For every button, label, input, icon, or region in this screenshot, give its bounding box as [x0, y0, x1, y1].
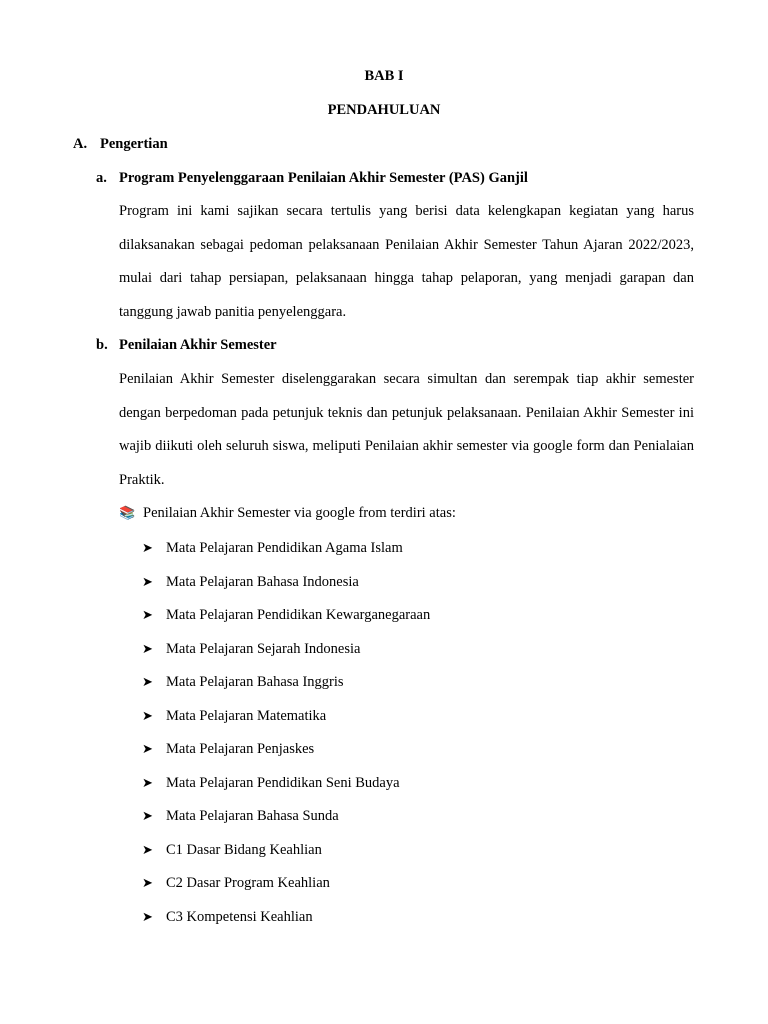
- list-item: [142, 907, 430, 941]
- arrow-right-icon: ➤: [142, 909, 153, 925]
- list-item-text: Mata Pelajaran Bahasa Sunda: [166, 808, 339, 824]
- list-item: [142, 840, 430, 874]
- list-item: [142, 639, 430, 673]
- list-item: [142, 706, 430, 740]
- list-item-text: C1 Dasar Bidang Keahlian: [166, 841, 322, 858]
- subsection-b-title: Penilaian Akhir Semester: [119, 337, 277, 353]
- list-item-text: Mata Pelajaran Bahasa Inggris: [166, 674, 344, 690]
- list-item-text: Mata Pelajaran Penjaskes: [166, 741, 315, 757]
- subsection-a-marker: a.: [96, 170, 107, 186]
- subsection-b-paragraph: Penilaian Akhir Semester diselenggarakan secara simultan dan serempak tiap akhir semester dengan berpedoman pada petunjuk teknis dan petunjuk pelaksanaan. Penilaian Akhir Semester ini wajib diikuti oleh seluruh siswa, meliputi Penilaian akhir semester via google form dan Penialaian Praktik.: [119, 371, 694, 488]
- list-item: [142, 773, 430, 807]
- list-item: [142, 739, 430, 773]
- list-item-text: Mata Pelajaran Bahasa Indonesia: [166, 573, 359, 590]
- list-item: [142, 806, 430, 840]
- chapter-title: PENDAHULUAN: [327, 102, 441, 118]
- subsection-a-paragraph: Program ini kami sajikan secara tertulis yang berisi data kelengkapan kegiatan yang harus dilaksanakan sebagai pedoman pelaksanaan Penilaian Akhir Semester Tahun Ajaran 2022/2023, mulai dari tahap persiapan, pelaksanaan hingga tahap pelaporan, yang menjadi garapan dan tanggung jawab panitia penyelenggara.: [119, 203, 694, 320]
- section-title: Pengertian: [100, 136, 168, 152]
- list-item-text: Mata Pelajaran Pendidikan Seni Budaya: [166, 774, 400, 791]
- list-item: [142, 538, 430, 572]
- list-item-text: Mata Pelajaran Sejarah Indonesia: [166, 640, 361, 657]
- subsection-b-marker: b.: [96, 337, 108, 353]
- section-marker: A.: [73, 136, 88, 152]
- arrow-right-icon: ➤: [142, 842, 153, 858]
- arrow-right-icon: ➤: [142, 675, 153, 690]
- arrow-right-icon: ➤: [142, 876, 153, 891]
- list-item: [142, 572, 430, 606]
- list-item-text: C3 Kompetensi Keahlian: [166, 908, 313, 925]
- list-item-text: Mata Pelajaran Matematika: [166, 707, 327, 724]
- arrow-right-icon: ➤: [142, 775, 153, 791]
- list-item: [142, 873, 430, 907]
- arrow-right-icon: ➤: [142, 641, 153, 657]
- arrow-right-icon: ➤: [142, 708, 153, 724]
- bullet-heading: [119, 505, 456, 522]
- subsection-a-heading: [96, 170, 528, 187]
- list-item-text: Mata Pelajaran Pendidikan Kewarganegaraan: [166, 607, 431, 623]
- list-item: [142, 672, 430, 706]
- chapter-number: BAB I: [364, 68, 404, 84]
- subsection-b-heading: [96, 337, 277, 354]
- list-item-text: Mata Pelajaran Pendidikan Agama Islam: [166, 540, 403, 556]
- subject-list: [142, 538, 430, 940]
- subsection-a-title: Program Penyelenggaraan Penilaian Akhir Semester (PAS) Ganjil: [119, 170, 528, 186]
- arrow-right-icon: ➤: [142, 608, 153, 623]
- arrow-right-icon: ➤: [142, 809, 153, 824]
- list-item: [142, 605, 430, 639]
- list-item-text: C2 Dasar Program Keahlian: [166, 875, 330, 891]
- arrow-right-icon: ➤: [142, 541, 153, 556]
- bullet-heading-text: Penilaian Akhir Semester via google from terdiri atas:: [143, 505, 456, 521]
- arrow-right-icon: ➤: [142, 574, 153, 590]
- arrow-right-icon: ➤: [142, 742, 153, 757]
- section-heading: [73, 136, 168, 153]
- book-icon: 📚: [119, 506, 136, 521]
